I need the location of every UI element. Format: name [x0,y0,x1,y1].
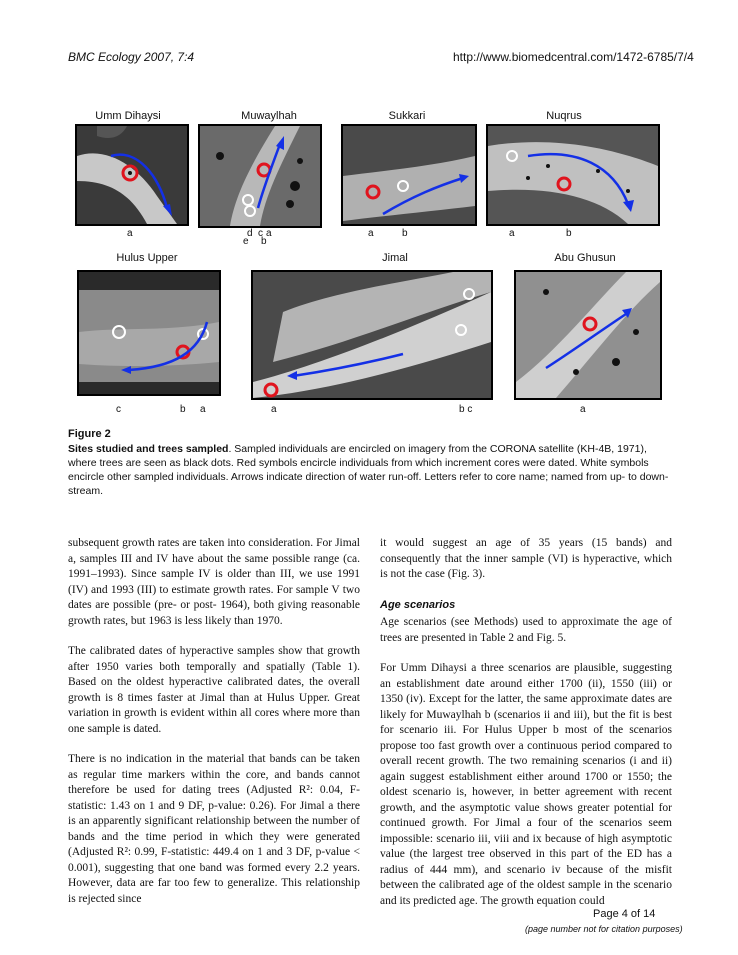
paragraph: it would suggest an age of 35 years (15 bands) and consequently that the inner sample (VI) is hyperactive, which is not the case (Fig. 3). [380,537,672,580]
core-label: a [271,404,277,415]
core-label: a [127,228,133,239]
paragraph: Age scenarios (see Methods) used to approximate the age of trees are presented in Table 2 and Fig. 5. [380,616,672,644]
site-title-umm-dihaysi: Umm Dihaysi [95,110,161,122]
site-title-hulus-upper: Hulus Upper [116,252,178,264]
journal-url[interactable]: http://www.biomedcentral.com/1472-6785/7/4 [453,50,694,64]
core-label: a [368,228,374,239]
core-label: a [580,404,586,415]
satellite-image-hulus-upper [77,270,221,396]
journal-header [68,50,194,64]
core-label: b c [459,404,473,415]
site-title-jimal: Jimal [382,252,408,264]
core-label: d [247,228,253,239]
core-label: b [261,236,267,247]
caption-text: . Sampled individuals are encircled on imagery from the CORONA satellite (KH-4B, 1971), where trees are seen as black dots. Red symbols encircle individuals from which increment cores were dated. White symbols encircle other sampled individuals. Arrows indicate direction of water run-off. Letters refer to core name; named from up- to down- stream. [68,443,669,497]
satellite-image-umm-dihaysi [75,124,189,226]
paragraph: For Umm Dihaysi a three scenarios are plausible, suggesting an establishment date around either 1700 (ii), 1550 (iii) or 1350 (iv). Except for the latter, the same approximate dates are likely for Muwaylhah b (scenarios ii and iii), but the fit is best for scenario iii. For Hulus Upper b most of the scenarios propose too fast growth over a continuous period compared to overall recent growth. The two remaining scenarios (i and ii) again suggest establishment either around 1700 or 1550; the oldest scenario is, however, in better agreement with recent growth, and the asymptotic value shows greater potential for continued growth. For Jimal a four of the scenarios seem impossible: scenario iii, viii and ix because of high asymptotic value (the largest tree observed in this part of the ED has a radius of 444 mm), and scenario iv because of the misfit between the calibrated age of the oldest sample in the scenario and its predicted age. The growth equation could [380,662,672,907]
paragraph: There is no indication in the material that bands can be taken as regular time markers within the core, and bands cannot therefore be used for dating trees (Adjusted R²: 0.04, F-statistic: 1.43 on 1 and 9 DF, p-value: 0.26). For Jimal a there is an apparently significant relationship between the number of bands and the time period in which they were generated (Adjusted R²: 0.99, F-statistic: 449.4 on 1 and 3 DF, p-value < 0.001), suggesting that one band was formed every 2.2 years. However, data are far too few to generalize. This relationship is rejected since [68,753,360,905]
core-label: a [266,228,272,239]
figure-label: Figure 2 [68,428,111,440]
core-label: a [200,404,206,415]
core-label: b [180,404,186,415]
core-label: b [402,228,408,239]
right-column [380,536,672,924]
page-number: Page 4 of 14 [593,908,656,920]
page-number-note: (page number not for citation purposes) [525,924,683,934]
core-label: b [566,228,572,239]
satellite-image-nuqrus [486,124,660,226]
core-label: c [116,404,121,415]
paragraph: subsequent growth rates are taken into consideration. For Jimal a, samples III and IV have about the same possible range (ca. 1991–1993). Since sample IV is older than III, we use 1991 (IV) and 1993 (III) to estimate growth rates. For sample V two dates are possible (pre- or post- 1964), both giving reasonable growth rates, but 1963 is less likely than 1970. [68,537,360,627]
figure-caption [68,442,674,498]
site-title-muwaylhah: Muwaylhah [241,110,297,122]
satellite-image-muwaylhah [198,124,322,228]
site-title-abu-ghusun: Abu Ghusun [554,252,616,264]
core-label: a [509,228,515,239]
site-title-sukkari: Sukkari [388,110,426,122]
left-column [68,536,360,922]
site-title-nuqrus: Nuqrus [546,110,582,122]
satellite-image-jimal [251,270,493,400]
journal-name: BMC Ecology [68,50,141,64]
paragraph: The calibrated dates of hyperactive samples show that growth after 1950 varies both temporally and spatially (Table 1). Based on the oldest hyperactive calibrated dates, the overall growth is 8 times faster at Jimal than at Hulus Upper. Great variation in growth is evident within all cores where more than one sample is dated. [68,645,360,735]
satellite-image-sukkari [341,124,477,226]
journal-volume: 2007, 7:4 [144,50,195,64]
caption-title: Sites studied and trees sampled [68,443,229,455]
core-label: e [243,236,249,247]
satellite-image-abu-ghusun [514,270,662,400]
core-label: c [258,228,263,239]
section-heading: Age scenarios [380,598,456,611]
